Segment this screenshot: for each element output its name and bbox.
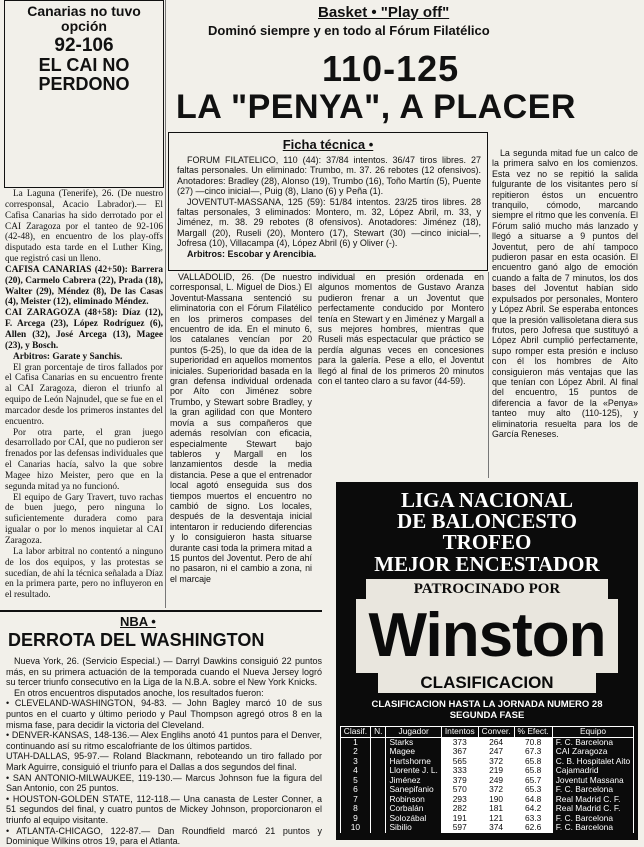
cell-pct: 70.8 (514, 737, 552, 747)
cell-player: Jiménez (386, 776, 441, 786)
cell-number (371, 766, 386, 776)
winston-logo (356, 599, 618, 673)
cell-player: Robinson (386, 795, 441, 805)
classification-header-row (340, 727, 633, 738)
cell-team: C. B. Hospitalet Aito (552, 757, 633, 767)
cell-player: Starks (386, 737, 441, 747)
cell-team: CAI Zaragoza (552, 747, 633, 757)
canarias-article-box (4, 0, 164, 188)
ad-brand: Winston (368, 601, 606, 670)
main-headline: LA "PENYA", A PLACER (176, 88, 576, 126)
main-column-3-text: La segunda mitad fue un calco de la primera salvo en los comienzos. Esta vez no se repitió la salida fulgurante de los visitantes pero sí repitieron éstos un encuentro tranquilo, cómodo, marcando siempre el ritmo que les convenía. El Fórum salió mucho más lanzado y llegó a situarse a 9 puntos del Joventut, pero de ahí tampoco pudieron pasar en esta ocasión. El encuentro ganó algo de emoción cuando a falta de 7 minutos, los dos bases del Joventut habían sido expulsados por personales, Montero y López Abril. Se esperaba entonces que la presión vallisoletana diera sus frutos, pero Jofresa que sustituyó a López Abril cumplió perfectamente, supo romper esta presión e incluso con él los hombres de Aíto consiguieron más ventajas que las que tenían con López Abril. Al final del encuentro, 15 puntos de diferencia a favor de la «Penya» tanteo muy alto (110-125), y eliminatoria resuelta para los de García Reneses. (492, 148, 638, 439)
cell-team: Real Madrid C. F. (552, 804, 633, 814)
ficha-tecnica-box (168, 132, 488, 271)
col-header-n: N. (371, 727, 386, 738)
cell-pct: 62.6 (514, 823, 552, 833)
cell-player: Hartshorne (386, 757, 441, 767)
ficha-body (169, 152, 487, 259)
cell-made: 190 (478, 795, 514, 805)
canarias-paragraph: El gran porcentaje de tiros fallados por el Cafisa Canarias en su encuentro frente al CAI Zaragoza, dieron el triunfo al equipo de León Najnudel, que se fue en el marcador desde los primeros instantes del encuentro. (5, 362, 163, 427)
classification-row (340, 823, 633, 833)
main-column-1-text: VALLADOLID, 26. (De nuestro corresponsal, L. Miguel de Dios.) El Joventut-Massana sentenció su eliminatoria con el Fórum Filatélico en los primeros compases del encuentro de ida. En el minuto 6, los catalanes vencían por 20 puntos (5-25), lo que da idea de la superioridad en aquellos momentos iniciales. Superioridad basada en la gran defensa individual ordenada por Aíto con Jiménez sobre Trumbo, y Stewart sobre Bradley, y la gran agilidad con que Montero movía a sus compañeros que además resolvían con eficacia, especialmente Stewart bajo tableros y Margall en los lanzamientos desde la media distancia. Pese a que el entrenador local agotó enseguida sus dos tiempos muertos el encuentro no cambió de signo. Los locales, después de la desventaja inicial intentaron ir reduciendo diferencias y lo consiguieron hasta situarse durante casi toda la primera mitad a 15 puntos del Joventut. Pero de ahí no pasaron, ni el cambio a zona, ni el marcaje (170, 272, 312, 584)
cell-made: 247 (478, 747, 514, 757)
col-header-equipo: Equipo (552, 727, 633, 738)
cell-position: 2 (340, 747, 370, 757)
cell-made: 219 (478, 766, 514, 776)
canarias-body (5, 189, 163, 601)
cell-made: 374 (478, 823, 514, 833)
cell-player: Llorente J. L. (386, 766, 441, 776)
cell-attempts: 333 (441, 766, 478, 776)
col-header-intentos: Intentos (441, 727, 478, 738)
ficha-team-home: FORUM FILATELICO, 110 (44): 37/84 intentos. 36/47 tiros libres. 27 faltas personales. Un eliminado: Trumbo, m. 37. 26 rebotes (12 ofensivos). Anotadores: Bradley (28), Alonso (19), Trumbo (16), Toño Martín (5), Puente (27) —cinco inicial—, Puig (8), Llano (6) y Peña (1). (177, 155, 481, 197)
cell-position: 3 (340, 757, 370, 767)
main-column-3 (492, 148, 638, 439)
nba-rule (0, 610, 322, 612)
canarias-kicker: Canarias no tuvo opción (27, 3, 141, 34)
ad-line-2: DE BALONCESTO (397, 509, 577, 533)
nba-game: • ATLANTA-CHICAGO, 122-87.— Dan Roundfield marcó 21 puntos y Dominique Wilkins otros 19, para el Atlanta. (6, 825, 322, 847)
col-header-conver: Conver. (478, 727, 514, 738)
cell-team: Real Madrid C. F. (552, 795, 633, 805)
cell-pct: 65.8 (514, 766, 552, 776)
main-column-2-text: individual en presión ordenada en algunos momentos de Gustavo Aranza pudieron frenar a un Joventut que perfectamente conducido por Montero tenía en Stewart y en Jiménez y Margall a sus mejores hombres, mientras que Ruseli más espectacular que práctico se perdía algunas veces en concesiones para la galería. Pese a ello, el Joventut llegó al final de los primeros 20 minutos con el tanteo claro a su favor (44-59). (318, 272, 484, 387)
cell-made: 264 (478, 737, 514, 747)
cell-attempts: 373 (441, 737, 478, 747)
cell-team: Joventut Massana (552, 776, 633, 786)
cell-number (371, 804, 386, 814)
cell-team: Cajamadrid (552, 766, 633, 776)
nba-kicker: NBA • (120, 614, 156, 629)
canarias-paragraph: La Laguna (Tenerife), 26. (De nuestro corresponsal, Acacio Labrador).— El Cafisa Canarias ha sido derrotado por el CAI Zaragoza por el tanteo de 92-106 (42-48), en encuentro de los play-offs disputado esta tarde en el Luther King, que registró casi un lleno. (5, 189, 163, 265)
ad-section-title: CLASIFICACION (378, 673, 596, 693)
cell-pct: 63.3 (514, 814, 552, 824)
main-kicker: Basket • "Play off" (318, 4, 450, 21)
cell-number (371, 747, 386, 757)
cell-pct: 64.8 (514, 795, 552, 805)
cell-attempts: 367 (441, 747, 478, 757)
cell-player: Magee (386, 747, 441, 757)
ad-line-4: MEJOR ENCESTADOR (374, 552, 600, 576)
cell-position: 10 (340, 823, 370, 833)
cell-team: F. C. Barcelona (552, 814, 633, 824)
cell-made: 372 (478, 757, 514, 767)
nba-intro: Nueva York, 26. (Servicio Especial.) — Darryl Dawkins consiguió 22 puntos más, en su primera actuación de la temporada cuando el Nueva Jersey logró su tercer triunfo consecutivo en la Liga de la N.B.A. sobre el New York Knicks. (6, 656, 322, 688)
cell-number (371, 795, 386, 805)
cell-attempts: 293 (441, 795, 478, 805)
ficha-team-away: JOVENTUT-MASSANA, 125 (59): 51/84 intentos. 23/25 tiros libres. 28 faltas personales, 3 eliminados: Montero, m. 32, López Abril, m. 33, y Jiménez, m. 38. 29 rebotes (8 ofensivos). Anotadores: Jiménez (18), Margall (20), Ruseli (20), Montero (17), Stewart (30) —cinco inicial—, Jofresa (10), Villacampa (4), López Abril (6) y Oliver (-). (177, 196, 481, 249)
cell-position: 8 (340, 804, 370, 814)
cell-pct: 65.8 (514, 757, 552, 767)
cell-made: 249 (478, 776, 514, 786)
canarias-paragraph: La labor arbitral no contentó a ninguno de los dos equipos, y las protestas se sucedían, de ahí la técnica señalada a Díaz en la primera parte, pero no influyeron en el resultado. (5, 546, 163, 601)
cell-player: Solozábal (386, 814, 441, 824)
canarias-paragraph: Por otra parte, el gran juego desarrollado por CAI, que no pudieron ser frenados por las defensas individuales que el Canarias hacía, salvo la que sobre Magee hizo Meister, pero que en la segunda mitad ya no funcionó. (5, 427, 163, 492)
canarias-headline: EL CAI NO PERDONO (38, 55, 130, 94)
cell-player: Sanepifanio (386, 785, 441, 795)
nba-game: • DENVER-KANSAS, 148-136.— Alex Englihs anotó 41 puntos para el Denver, continuando así su ritmo escalofriante de los últimos partidos. (6, 730, 322, 751)
cell-player: Corbalán (386, 804, 441, 814)
main-column-1 (170, 272, 312, 584)
ficha-title: Ficha técnica • (282, 137, 374, 152)
nba-headline: DERROTA DEL WASHINGTON (8, 630, 265, 650)
ficha-referees: Arbitros: Escobar y Arencibia. (187, 248, 317, 259)
cell-number (371, 785, 386, 795)
cell-attempts: 597 (441, 823, 478, 833)
cell-position: 7 (340, 795, 370, 805)
canarias-lineup-home: CAFISA CANARIAS (42+50): Barrera (20), Carmelo Cabrera (22), Prada (18), Walter (29), Méndez (8), De las Casas (4), Meister (12), eliminado Méndez. (5, 264, 163, 308)
cell-pct: 65.3 (514, 785, 552, 795)
nba-game: • HOUSTON-GOLDEN STATE, 112-118.— Una canasta de Lester Conner, a 51 segundos del final, y cuatro puntos de Mickey Johnson, proporcionaron el triunfo al equipo visitante. (6, 793, 322, 825)
cell-attempts: 570 (441, 785, 478, 795)
canarias-score: 92-106 (54, 35, 114, 56)
winston-advertisement (336, 482, 638, 840)
canarias-paragraph: El equipo de Gary Travert, tuvo rachas de buen juego, pero ninguna lo suficientemente duradera como para igualar o por lo menos inquietar al CAI Zaragoza. (5, 492, 163, 546)
cell-attempts: 565 (441, 757, 478, 767)
nba-body (6, 656, 322, 847)
cell-number (371, 823, 386, 833)
main-subkicker: Dominó siempre y en todo al Fórum Filatélico (208, 23, 490, 38)
cell-pct: 67.3 (514, 747, 552, 757)
cell-position: 1 (340, 737, 370, 747)
main-column-2 (318, 272, 484, 386)
cell-number (371, 757, 386, 767)
cell-team: F. C. Barcelona (552, 785, 633, 795)
cell-position: 9 (340, 814, 370, 824)
col-header-clasif: Clasif. (340, 727, 370, 738)
canarias-referees: Arbitros: Garate y Sanchis. (13, 351, 123, 362)
cell-number (371, 776, 386, 786)
ad-subtitle-2: SEGUNDA FASE (449, 710, 525, 721)
classification-table (340, 726, 634, 833)
ad-subtitle-1: CLASIFICACION HASTA LA JORNADA NUMERO 28 (371, 699, 603, 710)
cell-attempts: 191 (441, 814, 478, 824)
column-rule (165, 0, 166, 608)
cell-position: 4 (340, 766, 370, 776)
ad-line-3: TROFEO (442, 530, 532, 554)
cell-player: Sibilio (386, 823, 441, 833)
ad-sponsor-label: PATROCINADO POR (366, 579, 608, 599)
canarias-lineup-away: CAI ZARAGOZA (48+58): Díaz (12), F. Arcega (23), López Rodríguez (6), Allen (32), José Arcega (13), Magee (23), y Bosch. (5, 308, 163, 351)
ad-line-1: LIGA NACIONAL (400, 488, 574, 512)
cell-attempts: 379 (441, 776, 478, 786)
main-score: 110-125 (322, 48, 460, 89)
column-rule (488, 272, 489, 478)
cell-position: 6 (340, 785, 370, 795)
cell-number (371, 737, 386, 747)
cell-position: 5 (340, 776, 370, 786)
col-header-jugador: Jugador (386, 727, 441, 738)
cell-team: F. C. Barcelona (552, 823, 633, 833)
nba-game: • SAN ANTONIO-MILWAUKEE, 119-130.— Marcus Johnson fue la figura del San Antonio, con 25 puntos. (6, 772, 322, 794)
cell-pct: 64.2 (514, 804, 552, 814)
nba-game: UTAH-DALLAS, 95-97.— Roland Blackmann, reboteando un tiro fallado por Mark Aguirre, consiguió el triunfo para el Dallas a dos segundos del final. (6, 751, 322, 772)
cell-made: 372 (478, 785, 514, 795)
cell-team: F. C. Barcelona (552, 737, 633, 747)
cell-pct: 65.7 (514, 776, 552, 786)
cell-number (371, 814, 386, 824)
col-header-efect: % Efect. (514, 727, 552, 738)
nba-game: • CLEVELAND-WASHINGTON, 94-83. — John Bagley marcó 10 de sus puntos en el cuarto y último periodo y Paul Thompson agregó otros 8 en la misma fase, para decidir la victoria del Cleveland. (6, 698, 322, 730)
cell-made: 121 (478, 814, 514, 824)
cell-made: 181 (478, 804, 514, 814)
cell-attempts: 282 (441, 804, 478, 814)
nba-intro-2: En otros encuentros disputados anoche, los resultados fueron: (14, 687, 264, 698)
